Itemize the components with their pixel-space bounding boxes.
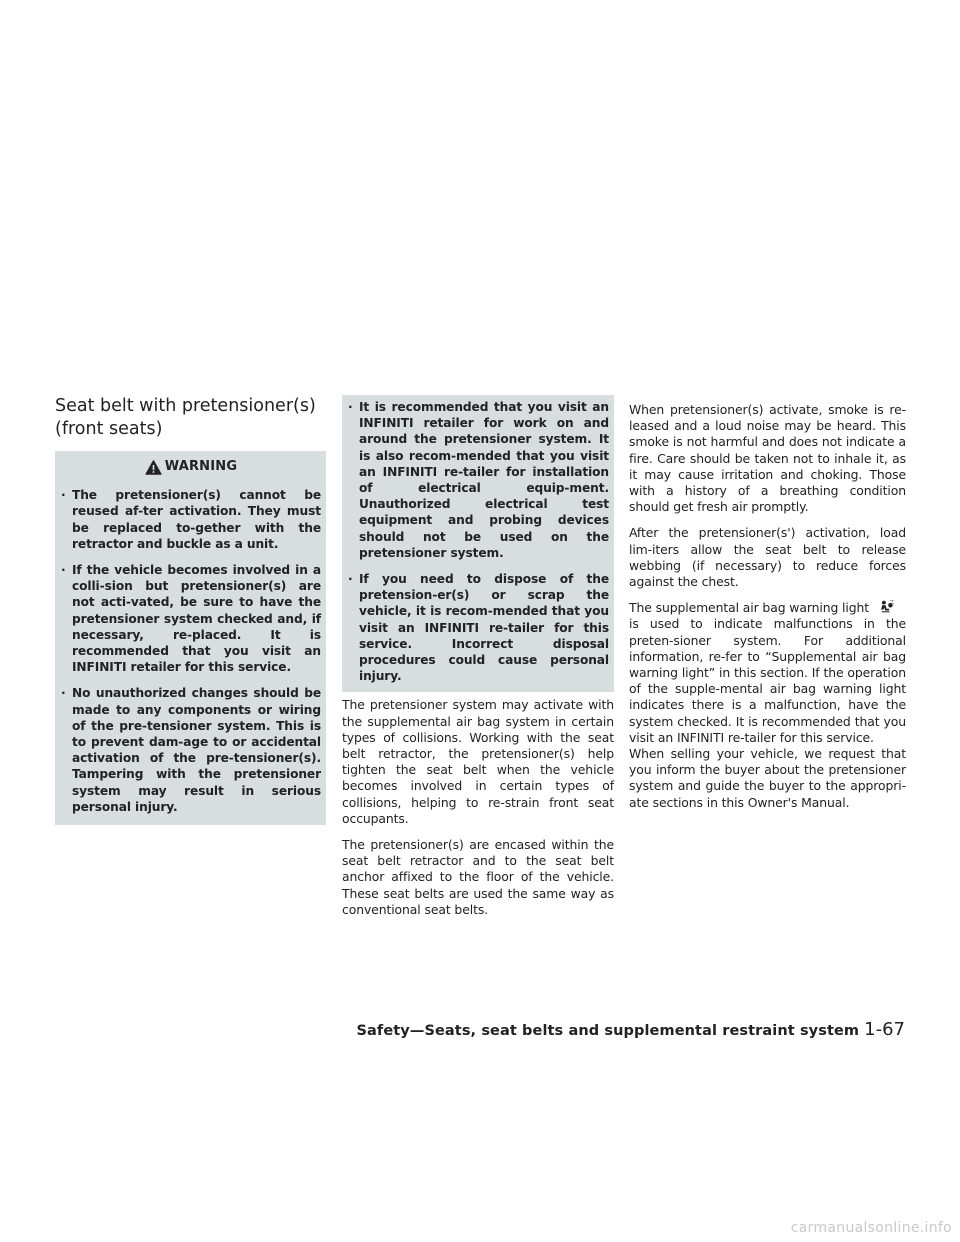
warning-box: [55, 451, 326, 825]
bullet: ·: [61, 563, 66, 578]
page-number: 1-67: [864, 1019, 905, 1040]
bullet: ·: [61, 686, 66, 701]
column-2: [342, 402, 614, 928]
body-text: is used to indicate malfunctions in the preten-sioner system. For additional information, re-fer to “Supplemental air bag warning light” in this section. If the operation of the supple-mental air bag warning light indicates there is a malfunction, have the system checked. It is recommended that you visit an INFINITI re-tailer for this service.: [629, 616, 906, 745]
watermark: carmanualsonline.info: [790, 1220, 952, 1236]
column-3: [629, 402, 906, 821]
bullet: ·: [61, 488, 66, 503]
column-1: [55, 395, 326, 825]
page-footer: [356, 1019, 905, 1040]
body-paragraph-warning-light: [629, 600, 906, 746]
warning-item: [61, 562, 321, 675]
warning-item: [61, 685, 321, 815]
section-title: [55, 395, 326, 441]
section-title-line-2: (front seats): [55, 419, 163, 439]
warning-item-text: It is recommended that you visit an INFINITI retailer for work on and around the pretensioner system. It is also recom-mended that you visit an INFINITI re-tailer for installation of electrical equip-ment. Unauthorized electrical test equipment and probing devices should not be used on the pretensioner system.: [359, 400, 609, 560]
body-paragraph: The pretensioner(s) are encased within the seat belt retractor and to the seat belt anchor affixed to the floor of the vehicle. These seat belts are used the same way as conventional seat belts.: [342, 837, 614, 917]
warning-item: [61, 487, 321, 552]
bullet: ·: [348, 400, 353, 414]
body-text: The supplemental air bag warning light: [629, 600, 870, 616]
body-paragraph: When pretensioner(s) activate, smoke is re-leased and a loud noise may be heard. This smoke is not harmful and does not indicate a fire. Care should be taken not to inhale it, as it may cause irritation and choking. Those with a history of a breathing condition should get fresh air promptly.: [629, 402, 906, 515]
warning-heading: [61, 459, 321, 475]
body-paragraph: When selling your vehicle, we request that you inform the buyer about the pretensioner system and guide the buyer to the appropri-ate sections in this Owner's Manual.: [629, 746, 906, 810]
warning-item-text: No unauthorized changes should be made to any components or wiring of the pre-tensioner system. This is to prevent dam-age to or accidental activation of the pre-tensioner(s). Tampering with the pretensioner system may result in serious personal injury.: [72, 686, 321, 814]
body-paragraph: The pretensioner system may activate with the supplemental air bag system in certain types of collisions. Working with the seat belt retractor, the pretensioner(s) help tighten the seat belt when the vehicle becomes involved in certain types of collisions, helping to re-strain front seat occupants.: [342, 697, 614, 826]
section-title-line-1: Seat belt with pretensioner(s): [55, 396, 316, 416]
warning-item-text: If the vehicle becomes involved in a colli-sion but pretensioner(s) are not acti-vated, be sure to have the pretensioner system checked and, if necessary, re-placed. It is recommended that you visit an INFINITI retailer for this service.: [72, 563, 321, 675]
warning-item-text: The pretensioner(s) cannot be reused af-ter activation. They must be replaced to-gether with the retractor and buckle as a unit.: [72, 488, 321, 551]
warning-item: [348, 571, 609, 684]
warning-box-continued: [342, 395, 614, 692]
warning-triangle-icon: [145, 460, 162, 475]
warning-item-text: If you need to dispose of the pretension-er(s) or scrap the vehicle, it is recom-mended that you visit an INFINITI re-tailer for this service. Incorrect disposal procedures could cause personal injury.: [359, 572, 609, 684]
bullet: ·: [348, 572, 353, 587]
warning-item: [348, 399, 609, 561]
footer-section-title: Safety—Seats, seat belts and supplemental restraint system: [356, 1023, 860, 1039]
warning-list-continued: [348, 399, 609, 684]
airbag-warning-light-icon: [879, 600, 894, 614]
body-paragraph: After the pretensioner(s') activation, load lim-iters allow the seat belt to release webbing (if necessary) to reduce forces against the chest.: [629, 525, 906, 590]
warning-list: [61, 487, 321, 815]
warning-heading-text: WARNING: [164, 459, 238, 474]
